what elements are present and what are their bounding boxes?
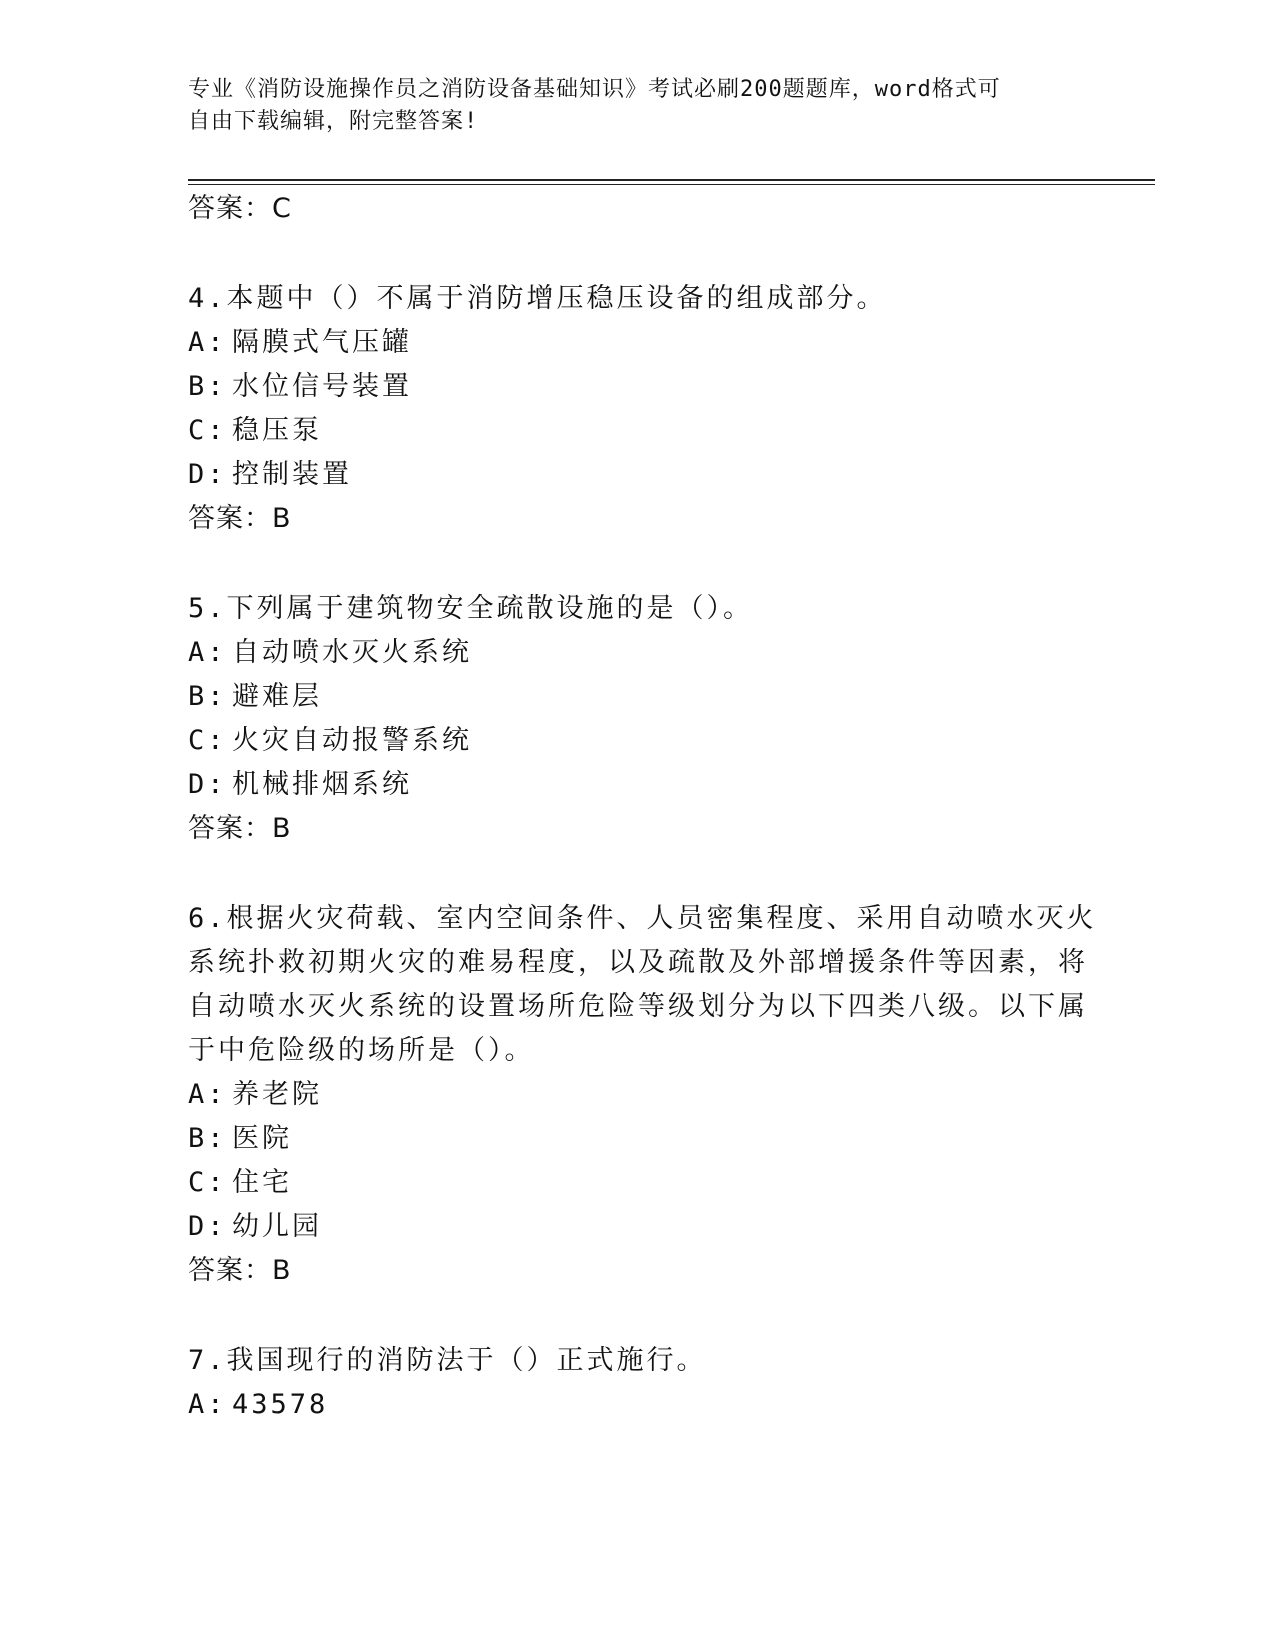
option-key: C:	[188, 1167, 227, 1198]
option-key: B:	[188, 681, 227, 712]
option-text: 稳压泵	[232, 415, 322, 446]
header-line-1: 专业《消防设施操作员之消防设备基础知识》考试必刷200题题库，word格式可	[188, 77, 1001, 102]
question-6-option-d	[188, 1210, 322, 1244]
question-5-answer: 答案：B	[188, 813, 292, 844]
question-5-option-c	[188, 724, 472, 758]
option-text: 水位信号装置	[232, 371, 412, 402]
option-key: C:	[188, 415, 227, 446]
question-6-answer: 答案：B	[188, 1255, 292, 1286]
option-text: 隔膜式气压罐	[232, 327, 412, 358]
question-6-stem-line-1: 6.根据火灾荷载、室内空间条件、人员密集程度、采用自动喷水灭火	[188, 903, 1097, 934]
option-key: D:	[188, 1211, 227, 1242]
header-divider-thin	[188, 184, 1155, 185]
question-6-stem-line-2: 系统扑救初期火灾的难易程度，以及疏散及外部增援条件等因素，将	[188, 947, 1088, 978]
option-key: B:	[188, 371, 227, 402]
question-6-option-c	[188, 1166, 292, 1200]
option-key: A:	[188, 637, 227, 668]
question-7-stem: 7.我国现行的消防法于（）正式施行。	[188, 1345, 707, 1376]
option-text: 控制装置	[232, 459, 352, 490]
header-divider-thick	[188, 179, 1155, 181]
option-text: 医院	[232, 1123, 292, 1154]
question-5-option-d	[188, 768, 412, 802]
question-5-stem: 5.下列属于建筑物安全疏散设施的是（）。	[188, 593, 754, 624]
header-line-2: 自由下载编辑，附完整答案!	[188, 109, 479, 134]
option-text: 自动喷水灭火系统	[232, 637, 472, 668]
option-key: C:	[188, 725, 227, 756]
question-6-stem-line-3: 自动喷水灭火系统的设置场所危险等级划分为以下四类八级。以下属	[188, 991, 1088, 1022]
option-text: 火灾自动报警系统	[232, 725, 472, 756]
option-key: A:	[188, 1079, 227, 1110]
question-5-option-a	[188, 636, 472, 670]
question-7-option-a	[188, 1388, 328, 1422]
option-text: 幼儿园	[232, 1211, 322, 1242]
option-text: 养老院	[232, 1079, 322, 1110]
question-5-option-b	[188, 680, 322, 714]
question-6-option-a	[188, 1078, 322, 1112]
question-4-option-d	[188, 458, 352, 492]
option-key: A:	[188, 1389, 227, 1420]
option-key: A:	[188, 327, 227, 358]
question-4-answer: 答案：B	[188, 503, 292, 534]
option-text: 机械排烟系统	[232, 769, 412, 800]
option-text: 避难层	[232, 681, 322, 712]
question-4-option-c	[188, 414, 322, 448]
question-6-stem-line-4: 于中危险级的场所是（）。	[188, 1035, 535, 1066]
option-key: D:	[188, 459, 227, 490]
option-text: 住宅	[232, 1167, 292, 1198]
answer-previous: 答案：C	[188, 193, 292, 224]
question-4-option-a	[188, 326, 412, 360]
option-key: D:	[188, 769, 227, 800]
question-6-option-b	[188, 1122, 292, 1156]
question-4-stem: 4.本题中（）不属于消防增压稳压设备的组成部分。	[188, 283, 887, 314]
question-4-option-b	[188, 370, 412, 404]
option-text: 43578	[232, 1389, 329, 1420]
document-header	[188, 74, 1068, 138]
option-key: B:	[188, 1123, 227, 1154]
